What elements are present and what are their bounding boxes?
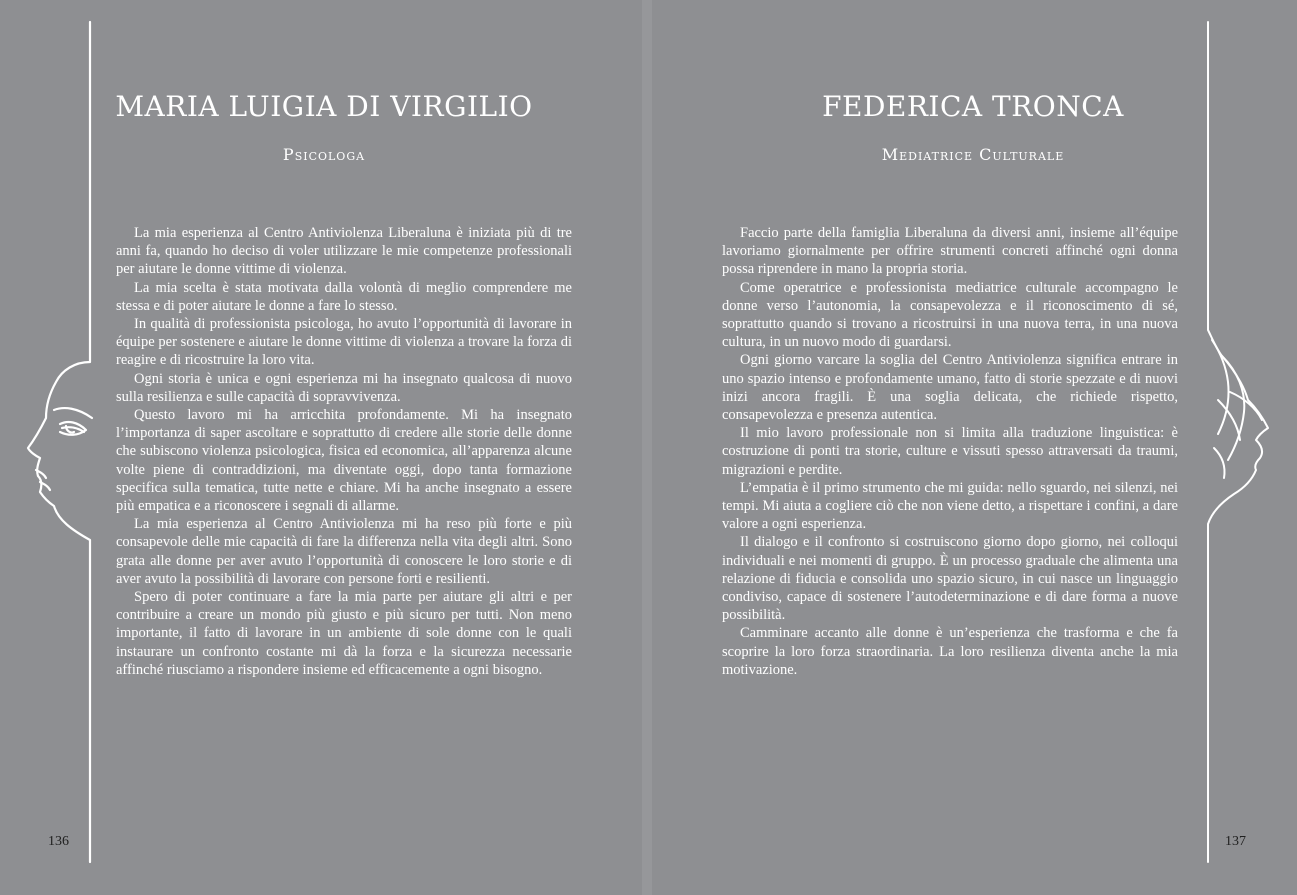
left-body-text bbox=[116, 224, 572, 679]
paragraph: L’empatia è il primo strumento che mi guida: nello sguardo, nei silenzi, nei tempi. Mi aiuta a cogliere ciò che non viene detto, a rispettare i confini, a dare valore a ogni esperienza. bbox=[722, 479, 1178, 533]
left-page-number: 136 bbox=[48, 834, 69, 849]
left-person-role: Psicologa bbox=[282, 145, 366, 164]
paragraph: Questo lavoro mi ha arricchita profondamente. Mi ha insegnato l’importanza di saper ascoltare e soprattutto di credere alle storie delle donne che subiscono violenza psicologica, fisica ed economica, all’apparenza alcune volte piene di contraddizioni, ma diventate oggi, dopo tanta formazione specifica sulla tematica, tutte nette e chiare. Mi ha anche insegnato a essere più empatica e a riconoscere i segnali di allarme. bbox=[116, 407, 572, 515]
right-page-number: 137 bbox=[1225, 834, 1246, 849]
right-person-role: Mediatrice Culturale bbox=[881, 145, 1065, 164]
paragraph: La mia scelta è stata motivata dalla volontà di meglio comprendere me stessa e di poter aiutare le donne a fare lo stesso. bbox=[116, 279, 572, 314]
left-person-name: MARIA LUIGIA DI VIRGILIO bbox=[115, 90, 533, 123]
paragraph: Ogni storia è unica e ogni esperienza mi ha insegnato qualcosa di nuovo sulla resilienza e sulle capacità di sopravvivenza. bbox=[116, 370, 572, 405]
right-body-text bbox=[722, 224, 1178, 679]
paragraph: Camminare accanto alle donne è un’esperienza che trasforma e che fa scoprire la loro forza straordinaria. La loro resilienza diventa anche la mia motivazione. bbox=[722, 625, 1178, 678]
left-page bbox=[0, 0, 648, 895]
paragraph: La mia esperienza al Centro Antiviolenza Liberaluna è iniziata più di tre anni fa, quando ho deciso di voler utilizzare le mie competenze professionali per aiutare le donne vittime di violenza. bbox=[116, 225, 572, 278]
paragraph: Come operatrice e professionista mediatrice culturale accompagno le donne verso l’autonomia, la consapevolezza e il riconoscimento di sé, soprattutto quando si trovano a ricostruirsi in una nuova terra, in una nuova cultura, in un nuovo modo di guardarsi. bbox=[722, 279, 1178, 351]
paragraph: La mia esperienza al Centro Antiviolenza mi ha reso più forte e più consapevole delle mie capacità di fare la differenza nella vita degli altri. Sono grata alle donne per aver avuto l’opportunità di conoscere le loro storie e di aver avuto la possibilità di lavorare con persone forti e resilienti. bbox=[116, 516, 572, 587]
paragraph: Spero di poter continuare a fare la mia parte per aiutare gli altri e per contribuire a creare un mondo più giusto e più sicuro per tutti. Non meno importante, il fatto di lavorare in un ambiente di sole donne con le quali instaurare un confronto costante mi dà la forza e la sicurezza necessarie affinché riusciamo a rispondere insieme ed efficacemente a ogni bisogno. bbox=[116, 589, 572, 678]
paragraph: Faccio parte della famiglia Liberaluna da diversi anni, insieme all’équipe lavoriamo giornalmente per offrire strumenti concreti affinché ogni donna possa riprendere in mano la propria storia. bbox=[722, 225, 1178, 278]
paragraph: Il mio lavoro professionale non si limita alla traduzione linguistica: è costruzione di ponti tra storie, culture e vissuti spesso attraversati da traumi, migrazioni e perdite. bbox=[722, 425, 1178, 478]
right-person-name: FEDERICA TRONCA bbox=[822, 90, 1124, 123]
right-page bbox=[648, 0, 1296, 895]
paragraph: Ogni giorno varcare la soglia del Centro Antiviolenza significa entrare in uno spazio intenso e profondamente umano, fatto di storie spezzate e di nuovi inizi ancora fragili. È una soglia delicata, che richiede rispetto, consapevolezza e presenza autentica. bbox=[722, 352, 1178, 424]
paragraph: In qualità di professionista psicologa, ho avuto l’opportunità di lavorare in équipe per sostenere e aiutare le donne vittime di violenza a trovare la forza di reagire e di ricostruire la loro vita. bbox=[116, 316, 572, 369]
paragraph: Il dialogo e il confronto si costruiscono giorno dopo giorno, nei colloqui individuali e nei momenti di gruppo. È un processo graduale che alimenta una relazione di fiducia e consolida uno spazio sicuro, in cui nasce un linguaggio condiviso, capace di sostenere l’autodeterminazione e di dare forma a nuove possibilità. bbox=[722, 534, 1178, 624]
